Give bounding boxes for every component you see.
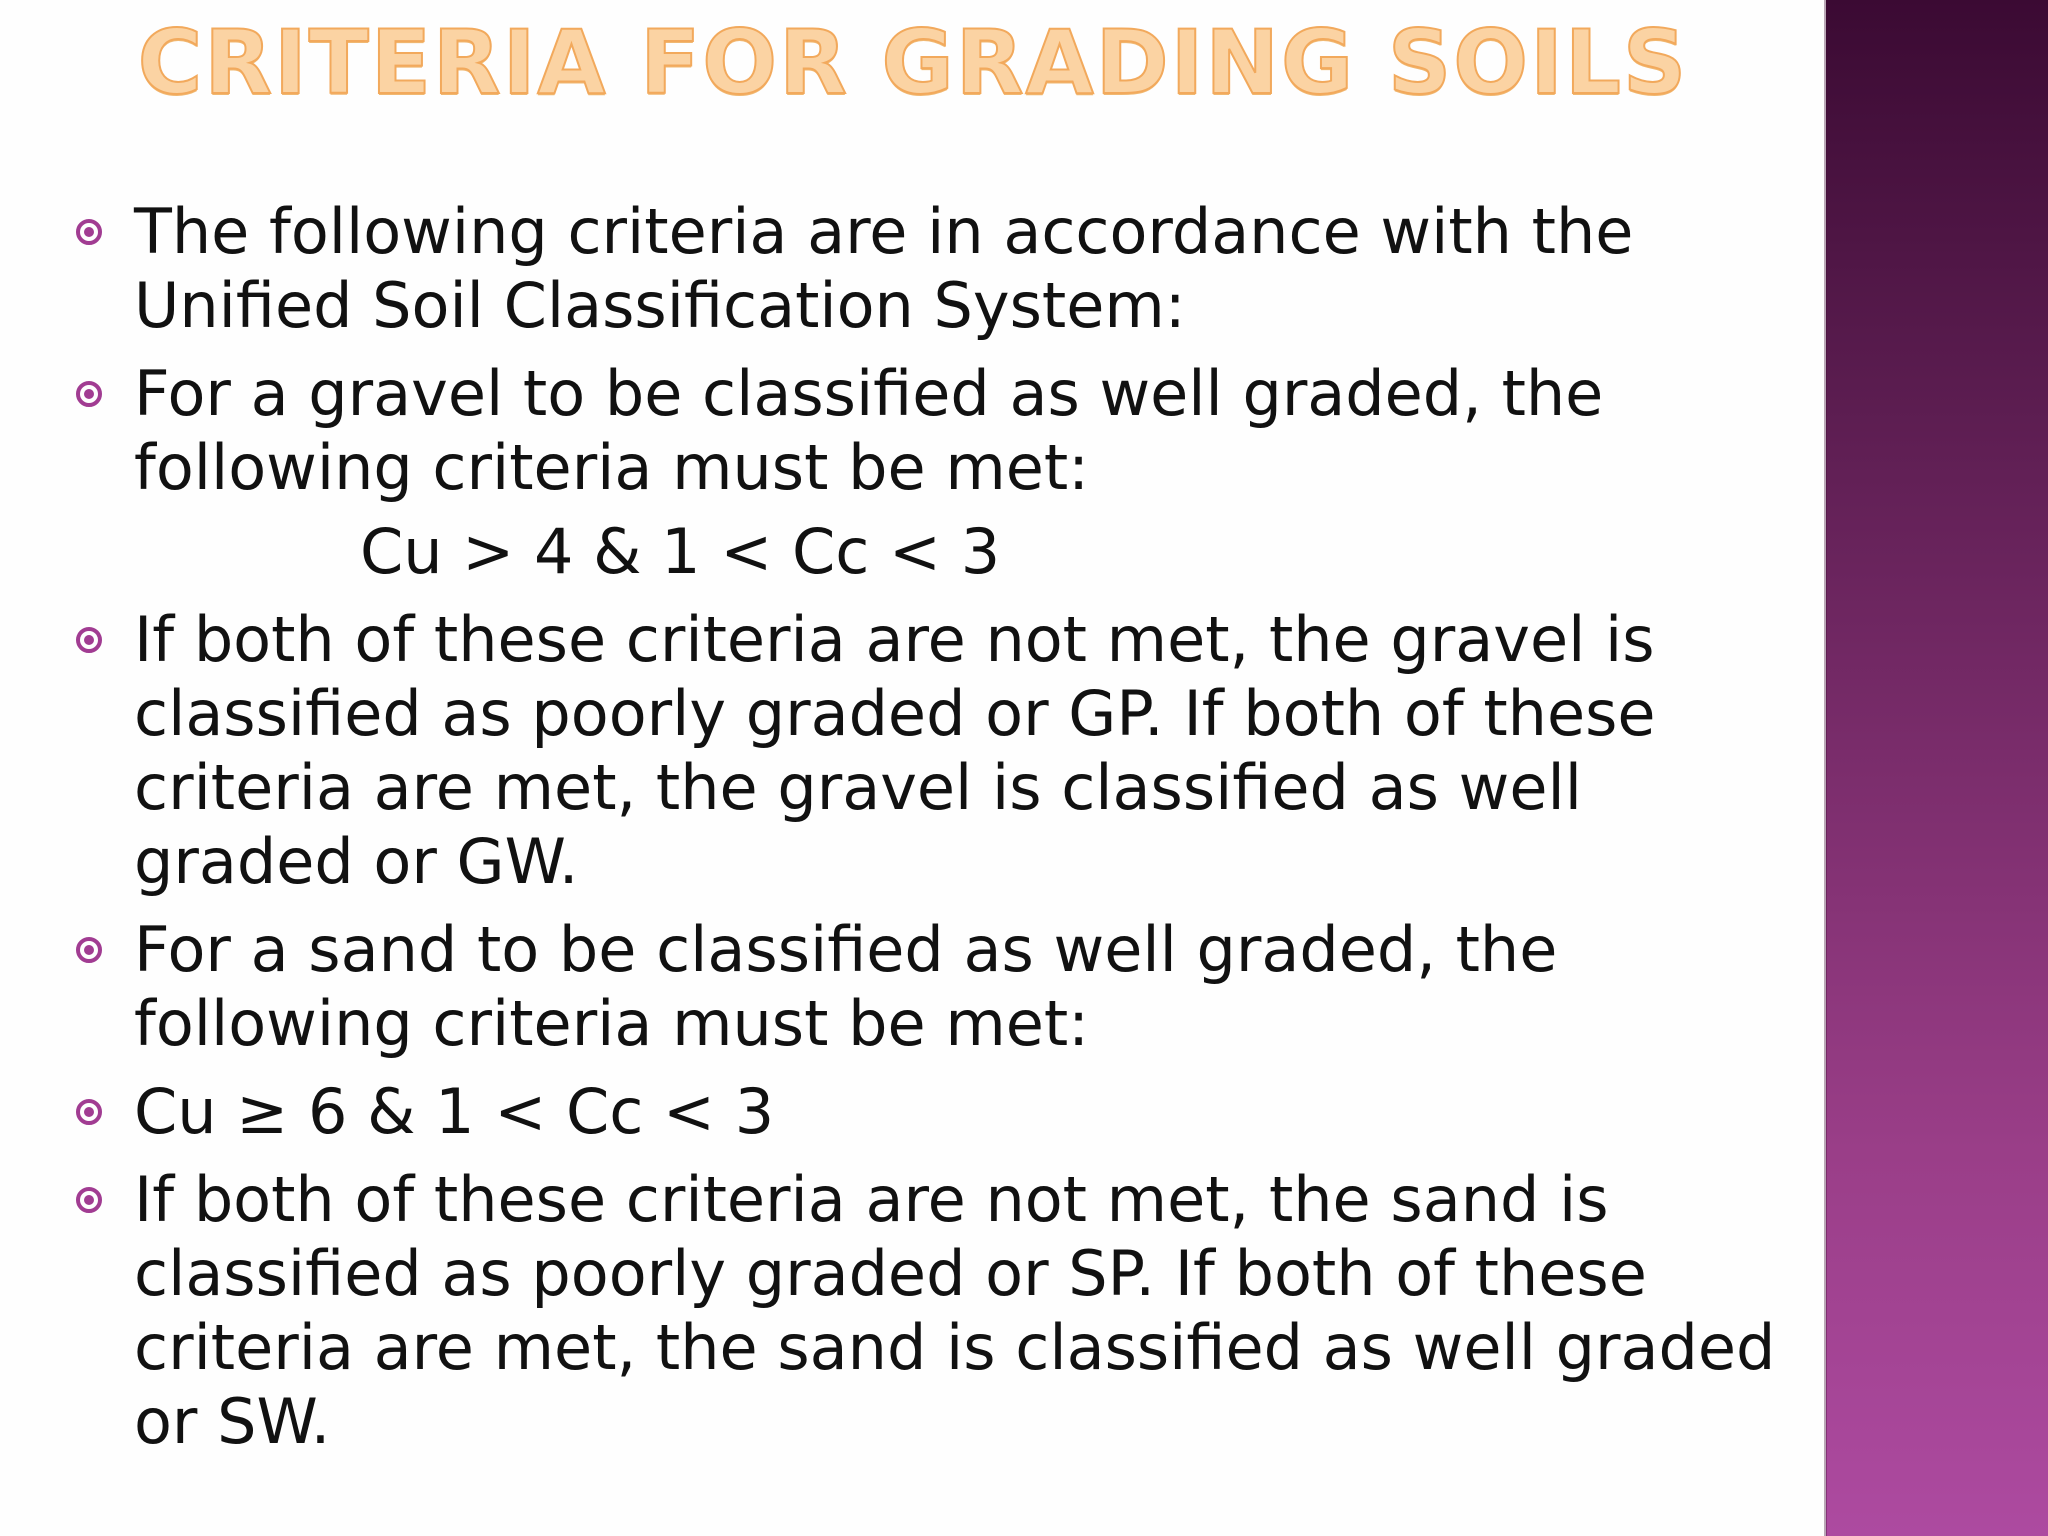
bullet-item <box>70 1075 1820 1149</box>
circle-dot-bullet-icon <box>76 937 102 963</box>
bullet-text: If both of these criteria are not met, the gravel is classified as poorly graded or GP. If both of these criteria are met, the gravel is classified as well graded or GW. <box>134 603 1656 898</box>
side-band-edge <box>1824 0 1827 1536</box>
bullet-item <box>70 1163 1820 1459</box>
gravel-formula: Cu > 4 & 1 < Cc < 3 <box>360 515 1001 588</box>
circle-dot-bullet-icon <box>76 381 102 407</box>
decorative-side-band <box>1826 0 2048 1536</box>
bullet-item <box>70 357 1820 505</box>
sand-formula: Cu ≥ 6 & 1 < Cc < 3 <box>134 1075 775 1148</box>
bullet-item <box>70 913 1820 1061</box>
circle-dot-bullet-icon <box>76 219 102 245</box>
bullet-text: For a sand to be classified as well graded, the following criteria must be met: <box>134 913 1558 1060</box>
circle-dot-bullet-icon <box>76 1099 102 1125</box>
circle-dot-bullet-icon <box>76 627 102 653</box>
bullet-item <box>70 195 1820 343</box>
slide-title: CRITERIA FOR GRADING SOILS <box>137 11 1689 114</box>
circle-dot-bullet-icon <box>76 1187 102 1213</box>
bullet-item <box>70 603 1820 899</box>
bullet-text: For a gravel to be classified as well graded, the following criteria must be met: <box>134 357 1604 504</box>
bullet-text: The following criteria are in accordance with the Unified Soil Classification System: <box>134 195 1634 342</box>
slide-body <box>70 195 1820 1473</box>
bullet-text: If both of these criteria are not met, the sand is classified as poorly graded or SP. If both of these criteria are met, the sand is classified as well graded or SW. <box>134 1163 1776 1458</box>
